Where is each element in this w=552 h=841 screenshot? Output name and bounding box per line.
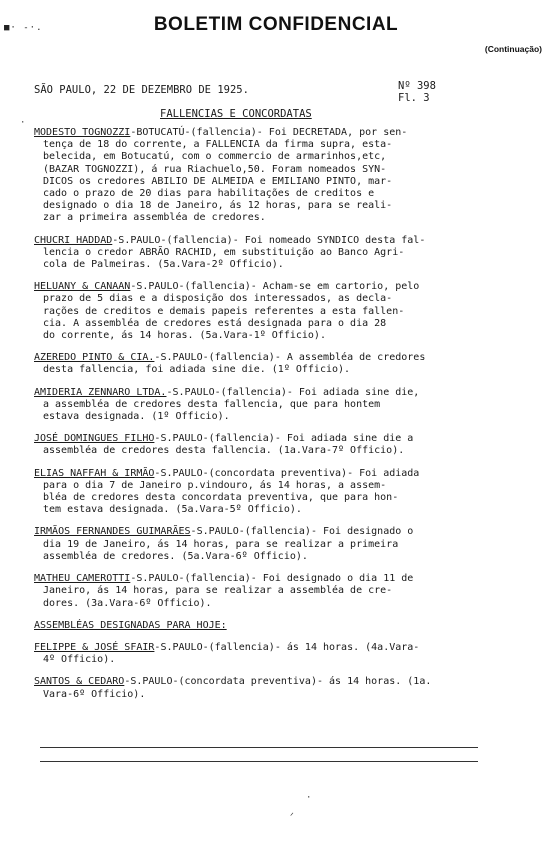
entry-line [34, 352, 529, 364]
entry-line [34, 585, 529, 597]
entry-line [34, 526, 529, 538]
entry-text: -BOTUCATÚ-(fallencia)- Foi DECRETADA, por sen- [130, 127, 408, 138]
bulletin-entry [34, 352, 529, 376]
entry-line [34, 293, 529, 305]
entry-text: designado o dia 18 de Janeiro, ás 12 horas, para se reali- [43, 200, 393, 212]
entry-text: cado o prazo de 20 dias para habilitações de creditos e [43, 188, 375, 200]
entry-text: estava designada. (1º Officio). [43, 411, 230, 423]
entry-company-name: SANTOS & CEDARO [34, 676, 125, 688]
entry-text: dia 19 de Janeiro, ás 14 horas, para se realizar a primeira [43, 538, 399, 550]
entry-line [34, 364, 529, 376]
section-title: FALLENCIAS E CONCORDATAS [160, 108, 312, 120]
page-title: BOLETIM CONFIDENCIAL [153, 14, 399, 35]
entry-line [34, 573, 529, 585]
entry-line [34, 492, 529, 504]
entry-text: -S.PAULO-(concordata preventiva)- Foi adiada [154, 467, 420, 479]
dateline: SÃO PAULO, 22 DE DEZEMBRO DE 1925. [34, 84, 249, 96]
entry-text: Janeiro, ás 14 horas, para se realizar a assembléa de cre- [43, 585, 393, 597]
entry-text: tença de 18 do corrente, a FALLENCIA da firma supra, esta- [43, 139, 393, 151]
entry-company-name: CHUCRI HADDAD [34, 234, 113, 246]
entry-line [34, 551, 529, 563]
entry-line [34, 468, 529, 480]
entry-text: prazo de 5 dias e a disposição dos interessados, as decla- [43, 293, 393, 305]
bulletin-entry [34, 642, 529, 666]
entry-text: belecida, em Botucatú, com o commercio de armarinhos,etc, [43, 151, 387, 163]
entry-line [34, 306, 529, 318]
bulletin-number: Nº 398 [398, 80, 436, 92]
entry-text: -S.PAULO-(fallencia)- Foi adiada sine die a [154, 433, 414, 445]
entry-line [34, 642, 529, 654]
today-entry-list [34, 642, 529, 701]
entry-text: -S.PAULO-(concordata preventiva)- ás 14 horas. (1a. [124, 676, 432, 688]
entry-text: rações de creditos e demais papeis referentes a esta fallen- [43, 305, 405, 317]
entry-line [34, 318, 529, 330]
closing-rule [40, 761, 478, 762]
bulletin-entry [34, 387, 529, 424]
entry-line [34, 504, 529, 516]
entry-line [34, 539, 529, 551]
entry-line [34, 235, 529, 247]
entry-text: a assembléa de credores desta fallencia, que para hontem [43, 398, 381, 410]
entry-company-name: FELIPPE & JOSÉ SFAIR [34, 641, 155, 653]
entry-line [34, 676, 529, 688]
entry-text: lencia o credor ABRÃO RACHID, em substituição ao Banco Agri- [43, 246, 405, 258]
entry-text: cola de Palmeiras. (5a.Vara-2º Officio). [43, 259, 284, 271]
entry-line [34, 654, 529, 666]
entry-text: -S.PAULO-(fallencia)- A assembléa de credores [154, 352, 426, 364]
entry-line [34, 598, 529, 610]
entry-text: dores. (3a.Vara-6º Officio). [43, 597, 212, 609]
entry-text: DICOS os credores ABILIO DE ALMEIDA e EMILIANO PINTO, mar- [43, 175, 393, 187]
bulletin-entry [34, 433, 529, 457]
margin-mark: ᐟ [290, 812, 294, 822]
entry-line [34, 259, 529, 271]
sheet-number: Fl. 3 [398, 92, 430, 104]
entry-text: -S.PAULO-(fallencia)- ás 14 horas. (4a.Vara- [154, 641, 420, 653]
entry-text: -S.PAULO-(fallencia)- Acham-se em cartorio, pelo [130, 281, 420, 293]
entry-line [34, 212, 529, 224]
entry-line [34, 433, 529, 445]
bulletin-entry [34, 235, 529, 272]
closing-rule [40, 747, 478, 748]
entry-company-name: MATHEU CAMEROTTI [34, 573, 131, 585]
section-today-title: ASSEMBLÉAS DESIGNADAS PARA HOJE: [34, 619, 227, 631]
entry-line [34, 281, 529, 293]
entry-line [34, 139, 529, 151]
entry-line [34, 164, 529, 176]
margin-mark: · [306, 793, 312, 803]
entry-text: 4º Officio). [43, 654, 116, 666]
entry-text: (BAZAR TOGNOZZI), á rua Riachuelo,50. Foram nomeados SYN- [43, 163, 387, 175]
entry-line [34, 176, 529, 188]
margin-mark: · [20, 118, 26, 128]
entry-text: tem estava designada. (5a.Vara-5º Officio). [43, 504, 302, 516]
bulletin-entry [34, 127, 529, 225]
entry-company-name: MODESTO TOGNOZZI [34, 127, 131, 138]
entry-text: -S.PAULO-(fallencia)- Foi adiada sine die, [166, 386, 420, 398]
entry-line [34, 387, 529, 399]
entry-line [34, 411, 529, 423]
entry-text: -S.PAULO-(fallencia)- Foi nomeado SYNDICO desta fal- [112, 234, 426, 246]
entry-line [34, 399, 529, 411]
entry-line [34, 689, 529, 701]
entry-line [34, 151, 529, 163]
entry-line [34, 127, 529, 139]
entry-line [34, 330, 529, 342]
entry-text: -S.PAULO-(fallencia)- Foi designado o [190, 526, 414, 538]
entry-text: Vara-6º Officio). [43, 688, 146, 700]
entry-company-name: IRMÃOS FERNANDES GUIMARÃES [34, 526, 191, 538]
entry-text: cia. A assembléa de credores está designada para o dia 28 [43, 317, 387, 329]
entry-text: assembléa de credores. (5a.Vara-6º Officio). [43, 550, 308, 562]
entry-text: -S.PAULO-(fallencia)- Foi designado o dia 11 de [130, 573, 414, 585]
entry-text: zar a primeira assembléa de credores. [43, 212, 266, 224]
header-mark: ■· -·. [4, 23, 43, 33]
bulletin-entry [34, 281, 529, 342]
entry-company-name: HELUANY & CANAAN [34, 281, 131, 293]
continuation-label: (Continuação) [484, 44, 542, 54]
entry-line [34, 188, 529, 200]
entry-text: bléa de credores desta concordata preventiva, que para hon- [43, 492, 399, 504]
entry-text: desta fallencia, foi adiada sine die. (1º Officio). [43, 364, 351, 376]
entry-list [34, 127, 529, 610]
entry-text: do corrente, ás 14 horas. (5a.Vara-1º Officio). [43, 330, 326, 342]
bulletin-entry [34, 676, 529, 700]
bulletin-entry [34, 468, 529, 517]
entry-line [34, 200, 529, 212]
entry-company-name: JOSÉ DOMINGUES FILHO [34, 433, 155, 445]
bulletin-body [34, 127, 529, 711]
entry-line [34, 480, 529, 492]
entry-text: assembléa de credores desta fallencia. (1a.Vara-7º Officio). [43, 445, 405, 457]
entry-company-name: AMIDERIA ZENNARO LTDA. [34, 386, 167, 398]
entry-line [34, 445, 529, 457]
reference-block [398, 80, 436, 104]
entry-text: para o dia 7 de Janeiro p.vindouro, ás 14 horas, a assem- [43, 479, 387, 491]
bulletin-entry [34, 526, 529, 563]
entry-company-name: AZEREDO PINTO & CIA. [34, 352, 155, 364]
bulletin-entry [34, 573, 529, 610]
entry-company-name: ELIAS NAFFAH & IRMÃO [34, 467, 155, 479]
entry-line [34, 247, 529, 259]
